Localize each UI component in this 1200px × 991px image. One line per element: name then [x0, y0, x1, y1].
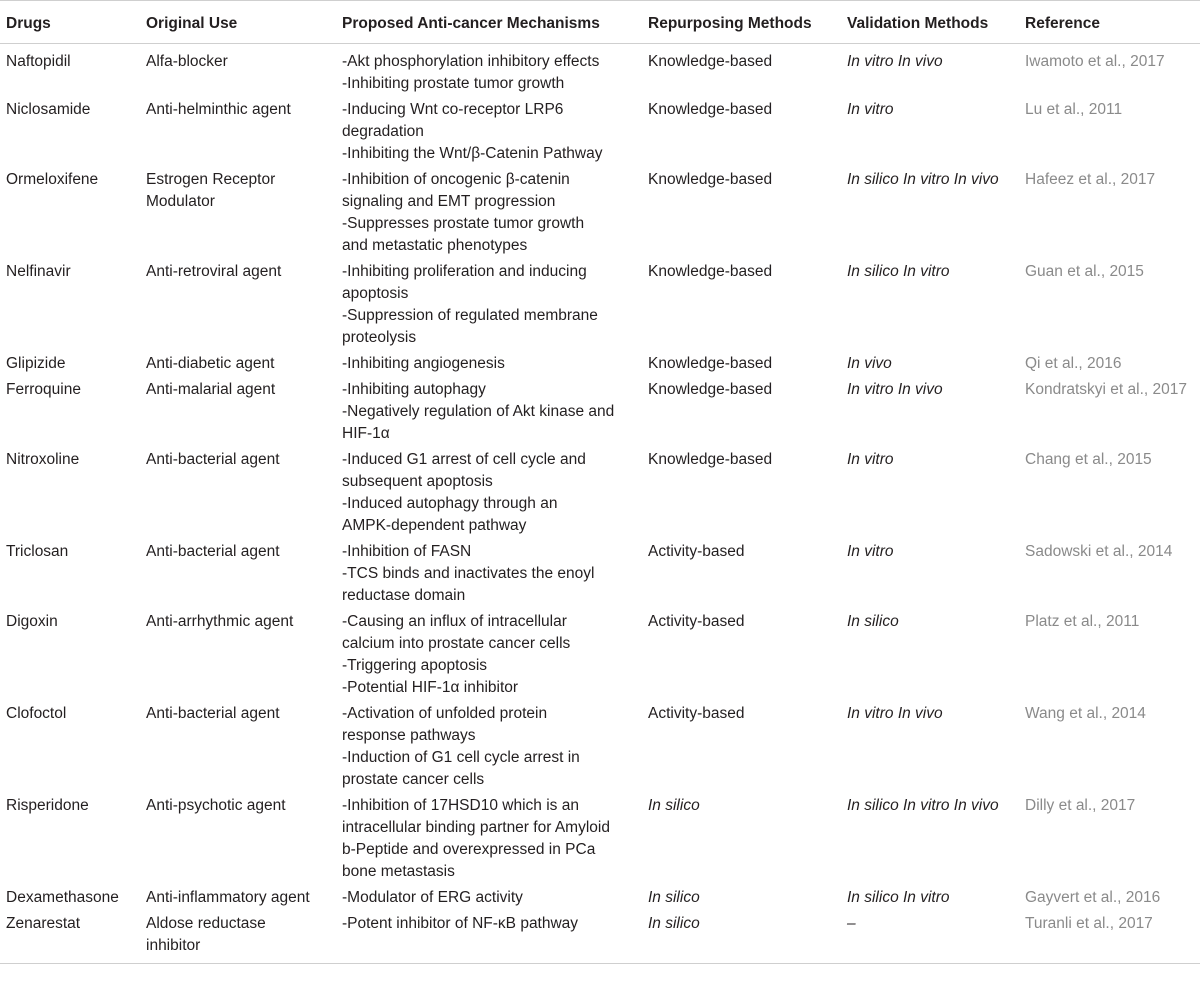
mechanism-line: proteolysis [342, 329, 417, 346]
drug-name: Triclosan [6, 543, 69, 560]
original-use-line: Modulator [146, 193, 215, 210]
table-row [0, 541, 1200, 611]
table-row [0, 169, 1200, 261]
header-original-use: Original Use [140, 1, 336, 44]
drug-name: Nelfinavir [6, 263, 71, 280]
mechanism-line: subsequent apoptosis [342, 473, 493, 490]
original-use-line: Anti-bacterial agent [146, 543, 280, 560]
mechanisms [336, 703, 642, 795]
mechanism-line: -Inducing Wnt co-receptor LRP6 [342, 101, 564, 118]
reference-link: Kondratskyi et al., 2017 [1025, 381, 1187, 398]
drug-name: Niclosamide [6, 101, 91, 118]
mechanism-line: -Potent inhibitor of NF-κB pathway [342, 915, 579, 932]
mechanisms [336, 169, 642, 261]
validation-method: – [847, 915, 856, 932]
mechanism-line: and metastatic phenotypes [342, 237, 528, 254]
mechanisms [336, 611, 642, 703]
table-row [0, 887, 1200, 913]
repurposing-method: In silico [648, 915, 700, 932]
table-row [0, 261, 1200, 353]
validation-method: In vitro In vivo [847, 705, 943, 722]
mechanisms [336, 261, 642, 353]
mechanism-line: -Inhibiting proliferation and inducing [342, 263, 587, 280]
table-row [0, 353, 1200, 379]
original-use [140, 703, 336, 795]
original-use-line: Alfa-blocker [146, 53, 228, 70]
validation-method: In silico In vitro In vivo [847, 797, 999, 814]
mechanisms [336, 99, 642, 169]
mechanism-line: -Inhibiting the Wnt/β-Catenin Pathway [342, 145, 603, 162]
validation-method: In vitro In vivo [847, 381, 943, 398]
mechanisms [336, 353, 642, 379]
mechanism-line: HIF-1α [342, 425, 390, 442]
repurposing-method: Knowledge-based [648, 451, 773, 468]
table-row [0, 379, 1200, 449]
validation-method: In vivo [847, 355, 892, 372]
mechanism-line: -Suppresses prostate tumor growth [342, 215, 585, 232]
repurposing-method: Knowledge-based [648, 53, 773, 70]
table-row [0, 703, 1200, 795]
reference-link: Turanli et al., 2017 [1025, 915, 1153, 932]
repurposing-method: Knowledge-based [648, 101, 773, 118]
mechanism-line: bone metastasis [342, 863, 455, 880]
table-body [0, 44, 1200, 964]
header-reference: Reference [1019, 1, 1200, 44]
drug-name: Glipizide [6, 355, 66, 372]
mechanism-line: calcium into prostate cancer cells [342, 635, 571, 652]
original-use [140, 541, 336, 611]
original-use [140, 44, 336, 100]
original-use [140, 169, 336, 261]
mechanism-line: -Inhibiting autophagy [342, 381, 486, 398]
reference-link: Wang et al., 2014 [1025, 705, 1146, 722]
mechanism-line: AMPK-dependent pathway [342, 517, 527, 534]
drug-name: Digoxin [6, 613, 58, 630]
header-mechanisms: Proposed Anti-cancer Mechanisms [336, 1, 642, 44]
repurposing-method: In silico [648, 797, 700, 814]
mechanism-line: -Inhibiting prostate tumor growth [342, 75, 565, 92]
mechanism-line: -Akt phosphorylation inhibitory effects [342, 53, 600, 70]
table-row [0, 44, 1200, 100]
table-row [0, 795, 1200, 887]
header-repurposing-methods: Repurposing Methods [642, 1, 841, 44]
original-use [140, 261, 336, 353]
repurposing-method: Activity-based [648, 613, 745, 630]
original-use-line: inhibitor [146, 937, 201, 954]
mechanism-line: degradation [342, 123, 424, 140]
drug-name: Dexamethasone [6, 889, 119, 906]
reference-link: Chang et al., 2015 [1025, 451, 1152, 468]
reference-link: Iwamoto et al., 2017 [1025, 53, 1165, 70]
original-use-line: Anti-retroviral agent [146, 263, 282, 280]
drug-name: Ormeloxifene [6, 171, 99, 188]
repurposing-method: Knowledge-based [648, 355, 773, 372]
original-use [140, 449, 336, 541]
mechanism-line: -Inhibition of FASN [342, 543, 472, 560]
original-use-line: Anti-bacterial agent [146, 451, 280, 468]
validation-method: In vitro [847, 101, 894, 118]
original-use [140, 379, 336, 449]
table-row [0, 913, 1200, 964]
reference-link: Dilly et al., 2017 [1025, 797, 1136, 814]
validation-method: In silico In vitro [847, 263, 950, 280]
repurposing-method: In silico [648, 889, 700, 906]
mechanism-line: response pathways [342, 727, 476, 744]
validation-method: In silico In vitro In vivo [847, 171, 999, 188]
validation-method: In vitro [847, 451, 894, 468]
original-use-line: Anti-diabetic agent [146, 355, 275, 372]
header-drugs: Drugs [0, 1, 140, 44]
mechanism-line: -Negatively regulation of Akt kinase and [342, 403, 615, 420]
mechanisms [336, 795, 642, 887]
validation-method: In silico In vitro [847, 889, 950, 906]
mechanism-line: -Induced autophagy through an [342, 495, 558, 512]
mechanism-line: -Induced G1 arrest of cell cycle and [342, 451, 586, 468]
mechanism-line: signaling and EMT progression [342, 193, 556, 210]
reference-link: Platz et al., 2011 [1025, 613, 1140, 630]
drug-name: Naftopidil [6, 53, 71, 70]
validation-method: In vitro In vivo [847, 53, 943, 70]
mechanism-line: -Inhibition of 17HSD10 which is an [342, 797, 579, 814]
mechanism-line: intracellular binding partner for Amyloid [342, 819, 610, 836]
repurposing-method: Activity-based [648, 543, 745, 560]
mechanisms [336, 44, 642, 100]
drug-name: Zenarestat [6, 915, 81, 932]
reference-link: Qi et al., 2016 [1025, 355, 1122, 372]
original-use [140, 353, 336, 379]
mechanisms [336, 541, 642, 611]
original-use-line: Anti-arrhythmic agent [146, 613, 294, 630]
mechanism-line: -Causing an influx of intracellular [342, 613, 567, 630]
drug-name: Ferroquine [6, 381, 81, 398]
original-use-line: Anti-psychotic agent [146, 797, 286, 814]
original-use-line: Anti-inflammatory agent [146, 889, 310, 906]
original-use-line: Estrogen Receptor [146, 171, 276, 188]
mechanism-line: b-Peptide and overexpressed in PCa [342, 841, 596, 858]
repurposing-method: Knowledge-based [648, 381, 773, 398]
mechanism-line: -Triggering apoptosis [342, 657, 488, 674]
mechanism-line: prostate cancer cells [342, 771, 485, 788]
original-use [140, 99, 336, 169]
table-row [0, 99, 1200, 169]
mechanisms [336, 449, 642, 541]
table-row [0, 611, 1200, 703]
mechanisms [336, 913, 642, 964]
original-use [140, 611, 336, 703]
original-use [140, 795, 336, 887]
reference-link: Guan et al., 2015 [1025, 263, 1144, 280]
mechanism-line: reductase domain [342, 587, 466, 604]
validation-method: In silico [847, 613, 899, 630]
repurposing-method: Activity-based [648, 705, 745, 722]
original-use-line: Anti-malarial agent [146, 381, 276, 398]
mechanism-line: -Modulator of ERG activity [342, 889, 523, 906]
validation-method: In vitro [847, 543, 894, 560]
drug-name: Risperidone [6, 797, 89, 814]
drug-name: Nitroxoline [6, 451, 80, 468]
repurposing-method: Knowledge-based [648, 171, 773, 188]
table-row [0, 449, 1200, 541]
original-use-line: Anti-bacterial agent [146, 705, 280, 722]
reference-link: Hafeez et al., 2017 [1025, 171, 1156, 188]
mechanism-line: -Induction of G1 cell cycle arrest in [342, 749, 580, 766]
original-use-line: Aldose reductase [146, 915, 266, 932]
mechanism-line: -Inhibition of oncogenic β-catenin [342, 171, 570, 188]
drug-name: Clofoctol [6, 705, 67, 722]
header-validation-methods: Validation Methods [841, 1, 1019, 44]
mechanism-line: -Inhibiting angiogenesis [342, 355, 505, 372]
original-use [140, 887, 336, 913]
reference-link: Gayvert et al., 2016 [1025, 889, 1161, 906]
original-use-line: Anti-helminthic agent [146, 101, 291, 118]
reference-link: Sadowski et al., 2014 [1025, 543, 1173, 560]
mechanism-line: -Suppression of regulated membrane [342, 307, 598, 324]
mechanism-line: -TCS binds and inactivates the enoyl [342, 565, 595, 582]
reference-link: Lu et al., 2011 [1025, 101, 1123, 118]
mechanism-line: -Activation of unfolded protein [342, 705, 548, 722]
original-use [140, 913, 336, 964]
mechanisms [336, 887, 642, 913]
mechanism-line: -Potential HIF-1α inhibitor [342, 679, 519, 696]
repurposing-method: Knowledge-based [648, 263, 773, 280]
mechanism-line: apoptosis [342, 285, 409, 302]
header-row [0, 1, 1200, 44]
mechanisms [336, 379, 642, 449]
